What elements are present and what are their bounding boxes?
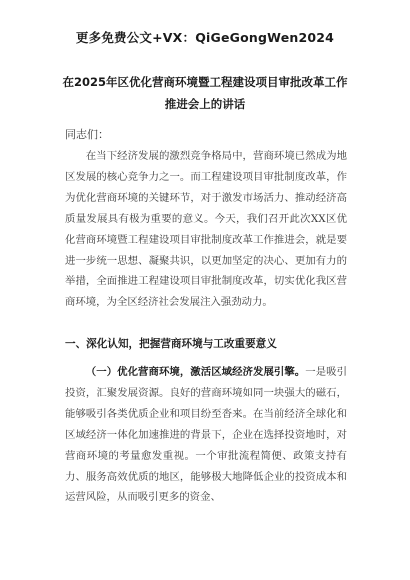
section-heading-1: 一、深化认知，把握营商环境与工改重要意义 — [65, 338, 277, 350]
speech-title: 在2025年区优化营商环境暨工程建设项目审批改革工作推进会上的讲话 — [62, 75, 348, 111]
paragraph-section-1-1 — [65, 362, 347, 508]
salutation: 同志们： — [65, 128, 109, 141]
paragraph-body: 一是吸引投资，汇聚发展资源。良好的营商环境如同一块强大的磁石，能够吸引各类优质企业和项目纷至沓来。在当前经济全球化和区域经济一体化加速推进的背景下，企业在选择投资地时，对营商环境的考量愈发重视。一个审批流程简便、政策支持有力、服务高效优质的地区，能够极大地降低企业的投资成本和运营风险，从而吸引更多的资金、 — [65, 366, 348, 504]
watermark-text: 更多免费公文+VX：QiGeGongWen2024 — [75, 30, 335, 45]
paragraph-lead: （一）优化营商环境，激活区域经济发展引擎。 — [85, 366, 306, 378]
paragraph-intro: 在当下经济发展的激烈竞争格局中，营商环境已然成为地区发展的核心竞争力之一。而工程建设项目审批制度改革，作为优化营商环境的关键环节，对于激发市场活力、推动经济高质量发展具有极为重要的意义。今天，我们召开此次XX区优化营商环境暨工程建设项目审批制度改革工作推进会，就是要进一步统一思想、凝聚共识，以更加坚定的决心、更加有力的举措，全面推进工程建设项目审批制度改革，切实优化我区营商环境，为全区经济社会发展注入强劲动力。 — [65, 150, 347, 309]
